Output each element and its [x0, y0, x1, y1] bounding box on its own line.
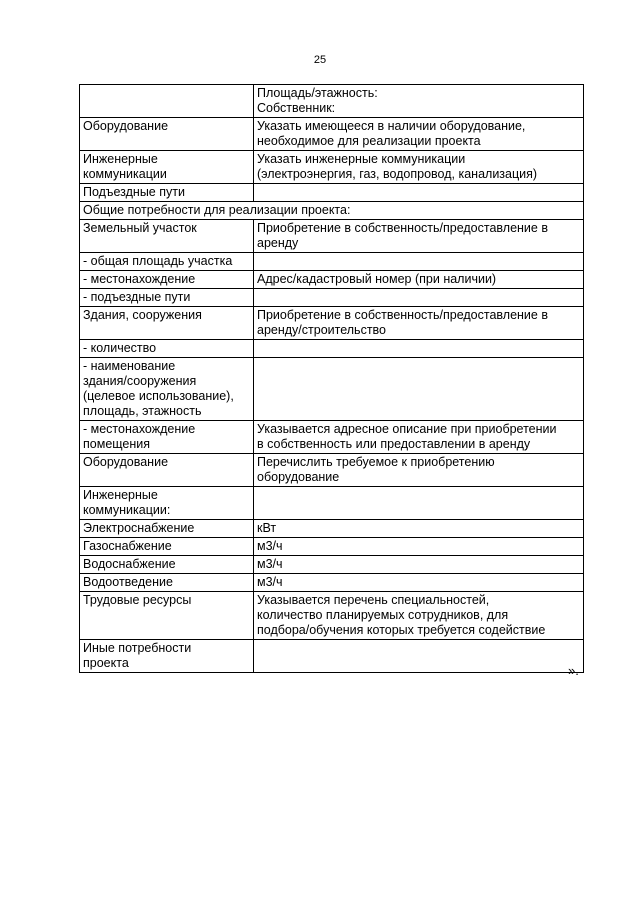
row-value	[254, 640, 584, 673]
closing-quote-mark: ».	[568, 663, 579, 678]
row-value: м3/ч	[254, 538, 584, 556]
row-value	[254, 184, 584, 202]
page-number: 25	[313, 54, 327, 66]
row-value: Приобретение в собственность/предоставление в аренду/строительство	[254, 307, 584, 340]
row-label: Инженерные коммуникации:	[80, 487, 254, 520]
table-row	[80, 487, 584, 520]
row-value: Адрес/кадастровый номер (при наличии)	[254, 271, 584, 289]
row-label	[80, 85, 254, 118]
table-row	[80, 574, 584, 592]
table-row	[80, 358, 584, 421]
row-value: Площадь/этажность: Собственник:	[254, 85, 584, 118]
row-label: Иные потребности проекта	[80, 640, 254, 673]
table-row	[80, 454, 584, 487]
row-value: Приобретение в собственность/предоставление в аренду	[254, 220, 584, 253]
table-row	[80, 271, 584, 289]
table-row	[80, 520, 584, 538]
row-label: - общая площадь участка	[80, 253, 254, 271]
table-row	[80, 85, 584, 118]
row-label: - местонахождение	[80, 271, 254, 289]
row-value: Указать инженерные коммуникации (электроэнергия, газ, водопровод, канализация)	[254, 151, 584, 184]
table-row	[80, 151, 584, 184]
table-row	[80, 592, 584, 640]
table-row	[80, 640, 584, 673]
section-row	[80, 202, 584, 220]
table-row	[80, 118, 584, 151]
row-value: Указывается адресное описание при приобретении в собственность или предоставлении в аренду	[254, 421, 584, 454]
table-row	[80, 340, 584, 358]
row-value: м3/ч	[254, 574, 584, 592]
row-value	[254, 340, 584, 358]
row-value	[254, 487, 584, 520]
table-row	[80, 289, 584, 307]
table-row	[80, 253, 584, 271]
row-label: - количество	[80, 340, 254, 358]
row-value	[254, 289, 584, 307]
table-row	[80, 538, 584, 556]
row-label: Водоснабжение	[80, 556, 254, 574]
row-value: Перечислить требуемое к приобретению оборудование	[254, 454, 584, 487]
table-row	[80, 220, 584, 253]
row-label: - местонахождение помещения	[80, 421, 254, 454]
section-heading: Общие потребности для реализации проекта:	[80, 202, 584, 220]
row-label: Водоотведение	[80, 574, 254, 592]
row-value	[254, 253, 584, 271]
row-label: Земельный участок	[80, 220, 254, 253]
row-value: кВт	[254, 520, 584, 538]
row-label: Оборудование	[80, 454, 254, 487]
requirements-table	[79, 84, 584, 673]
table-row	[80, 556, 584, 574]
row-label: Оборудование	[80, 118, 254, 151]
row-label: Электроснабжение	[80, 520, 254, 538]
table-row	[80, 307, 584, 340]
row-label: Здания, сооружения	[80, 307, 254, 340]
row-label: - подъездные пути	[80, 289, 254, 307]
row-value: Указать имеющееся в наличии оборудование, необходимое для реализации проекта	[254, 118, 584, 151]
row-label: Газоснабжение	[80, 538, 254, 556]
row-label: Подъездные пути	[80, 184, 254, 202]
row-value	[254, 358, 584, 421]
row-value: м3/ч	[254, 556, 584, 574]
row-label: Инженерные коммуникации	[80, 151, 254, 184]
row-value: Указывается перечень специальностей, количество планируемых сотрудников, для подбора/обучения которых требуется содействие	[254, 592, 584, 640]
table-row	[80, 421, 584, 454]
row-label: - наименование здания/сооружения (целевое использование), площадь, этажность	[80, 358, 254, 421]
table-row	[80, 184, 584, 202]
row-label: Трудовые ресурсы	[80, 592, 254, 640]
